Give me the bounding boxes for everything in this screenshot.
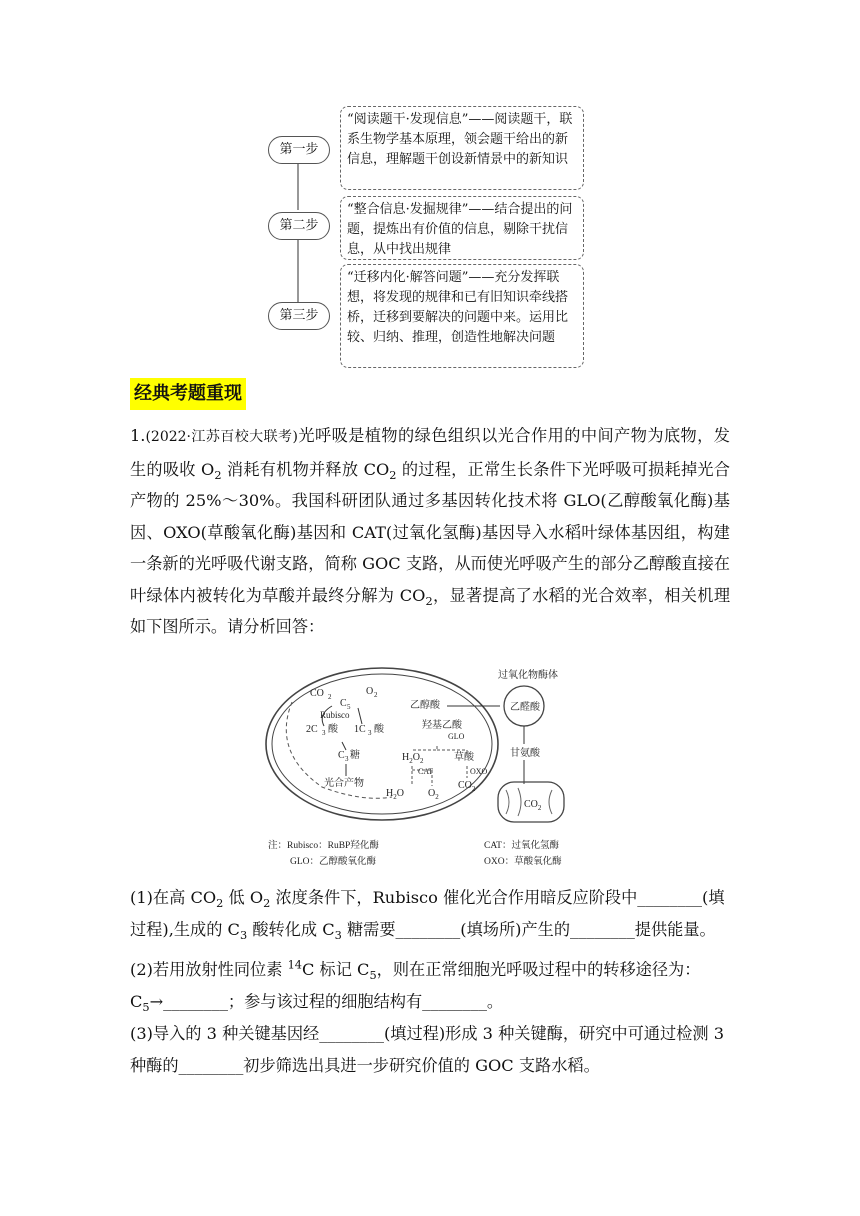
svg-text:5: 5 bbox=[347, 703, 351, 711]
q2-part-c: ，则在正常细胞光呼吸过程中的转移途径为： bbox=[376, 960, 701, 979]
label-1c3: 1C bbox=[354, 724, 366, 735]
stem-part-3: 的过程，正常生长条件下光呼吸可损耗掉光合产物的 25%～30%。我国科研团队通过多基因转化技术将 GLO(乙醇酸氧化酶)基因、OXO(草酸氧化酶)基因和 CAT(过氧化氢酶)基因导入水稻叶绿体基因组，构建一条新的光呼吸代谢支路，简称 GOC 支路，从而使光呼吸产生的部分乙醇酸直接在叶绿体内被转化为草酸并最终分解为 bbox=[130, 459, 730, 605]
q1-part-d: 酸转化成 C bbox=[252, 920, 335, 939]
steps-flowchart bbox=[268, 106, 590, 368]
question-3 bbox=[130, 1018, 732, 1082]
stem-part-1: 光呼吸是植物的绿色组织以光合作用的中间产物为底物，发生的吸收 bbox=[130, 426, 730, 479]
q2-part-d: C bbox=[130, 992, 143, 1011]
section-heading: 经典考题重现 bbox=[130, 378, 246, 410]
label-co2: CO bbox=[310, 688, 324, 699]
step-2-text: “整合信息·发掘规律”——结合提出的问题，提炼出有价值的信息，剔除干扰信息，从中找出规律 bbox=[340, 196, 584, 260]
label-glyoxylate: 乙醛酸 bbox=[510, 702, 540, 713]
q3-text: (3)导入的 3 种关键基因经________(填过程)形成 3 种关键酶，研究中可通过检测 3 种酶的________初步筛选出具进一步研究价值的 GOC 支路水稻。 bbox=[130, 1024, 724, 1075]
step-1-text: “阅读题干·发现信息”——阅读题干，联系生物学基本原理，领会题干给出的新信息，理解题干创设新情景中的新知识 bbox=[340, 106, 584, 190]
chloroplast-inner bbox=[272, 674, 492, 814]
label-h2o2: $H_2O_2$ bbox=[402, 752, 424, 765]
label-o2: O bbox=[366, 686, 374, 697]
stem-part-2: 消耗有机物并释放 bbox=[226, 459, 359, 479]
note-rubisco: 注：Rubisco：RuBP羟化酶 bbox=[268, 841, 379, 851]
label-glycine: 甘氨酸 bbox=[510, 748, 540, 759]
label-peroxisome: 过氧化物酶体 bbox=[498, 670, 558, 681]
q1-part-a: (1)在高 CO bbox=[130, 888, 217, 907]
label-cat: CAT bbox=[418, 767, 434, 776]
question-stem: 1.(2022·江苏百校大联考)光呼吸是植物的绿色组织以光合作用的中间产物为底物，发生的吸收 $O_2$ 消耗有机物并释放 $CO_2$ 的过程，正常生长条件下光呼吸可损耗掉光合产物的 25%～30%。我国科研团队通过多基因转化技术将 GLO(乙醇酸氧化酶)基因、OXO(草酸氧化酶)基因和 CAT(过氧化氢酶)基因导入水稻叶绿体基因组，构建一条新的光呼吸代谢支路，简称 GOC 支路，从而使光呼吸产生的部分乙醇酸直接在叶绿体内被转化为草酸并最终分解为 $CO_2$，显著提高了水稻的光合效率，相关机理如下图所示。请分析回答： bbox=[130, 426, 731, 636]
label-co2-b: $CO_2$ bbox=[458, 780, 476, 793]
label-c3-sugar: C bbox=[338, 750, 345, 761]
question-source: (2022·江苏百校大联考) bbox=[145, 429, 298, 445]
svg-text:3: 3 bbox=[345, 755, 349, 763]
stem-part-4: ，显著提高了水稻的光合效率，相关机理如下图所示。请分析回答： bbox=[130, 585, 731, 636]
question-number: 1. bbox=[130, 426, 146, 445]
step-3-text: “迁移内化·解答问题”——充分发挥联想，将发现的规律和已有旧知识牵线搭桥，迁移到要解决的问题中来。运用比较、归纳、推理，创造性地解决问题 bbox=[340, 264, 584, 368]
step-1-label: 第一步 bbox=[268, 136, 330, 164]
svg-text:2: 2 bbox=[328, 693, 332, 701]
label-h2o: $H_2O$ bbox=[386, 788, 404, 801]
q1-part-b: 低 O bbox=[228, 888, 264, 907]
photorespiration-diagram bbox=[262, 662, 592, 872]
label-glo: GLO bbox=[448, 732, 465, 741]
chloroplast-outer bbox=[266, 668, 498, 820]
label-acid-b: 酸 bbox=[374, 724, 384, 735]
q1-part-c: 浓度条件下，Rubisco 催化光合作用暗反应阶段中________(填过程),生成的 C bbox=[130, 888, 725, 939]
label-oxo: OXO bbox=[470, 767, 488, 776]
label-acid-a: 酸 bbox=[328, 724, 338, 735]
question-2: (2)若用放射性同位素 $^{14}$C 标记 $C_5$，则在正常细胞光呼吸过程中的转移途径为： $C_5\to\_\_\_\_\_\_\_\_$；参与该过程的细胞结构有________。 bbox=[130, 957, 701, 1015]
label-sugar: 糖 bbox=[350, 750, 360, 761]
label-co2-mito: $CO_2$ bbox=[524, 799, 542, 812]
label-oxalate: 草酸 bbox=[454, 752, 474, 763]
label-hydroxy: 羟基乙酸 bbox=[422, 720, 462, 731]
step-2-label: 第二步 bbox=[268, 212, 330, 240]
note-cat: CAT：过氧化氢酶 bbox=[484, 841, 559, 851]
q2-part-b: C 标记 C bbox=[302, 960, 370, 979]
svg-text:3: 3 bbox=[368, 729, 372, 737]
q2-part-e: →________；参与该过程的细胞结构有________。 bbox=[149, 992, 504, 1011]
q2-part-a: (2)若用放射性同位素 bbox=[130, 960, 288, 979]
note-glo: GLO：乙醇酸氧化酶 bbox=[290, 857, 377, 867]
svg-text:3: 3 bbox=[322, 729, 326, 737]
label-product: 光合产物 bbox=[324, 778, 364, 789]
q1-part-e: 糖需要________(填场所)产生的________提供能量。 bbox=[346, 920, 716, 939]
svg-text:2: 2 bbox=[374, 691, 378, 699]
step-3-label: 第三步 bbox=[268, 302, 330, 330]
label-c5: C bbox=[340, 698, 347, 709]
question-1: (1)在高 $CO_2$ 低 $O_2$ 浓度条件下，Rubisco 催化光合作用暗反应阶段中________(填过程),生成的 $C_3$ 酸转化成 $C_3$ 糖需要________(填场所)产生的________提供能量。 bbox=[130, 888, 725, 943]
q2-sup: 14 bbox=[287, 957, 302, 972]
note-oxo: OXO：草酸氧化酶 bbox=[484, 857, 562, 867]
label-rubisco: Rubisco bbox=[320, 710, 350, 720]
label-o2-b: $O_2$ bbox=[428, 788, 439, 801]
label-2c3: 2C bbox=[306, 724, 318, 735]
label-glycolate: 乙醇酸 bbox=[410, 700, 440, 711]
